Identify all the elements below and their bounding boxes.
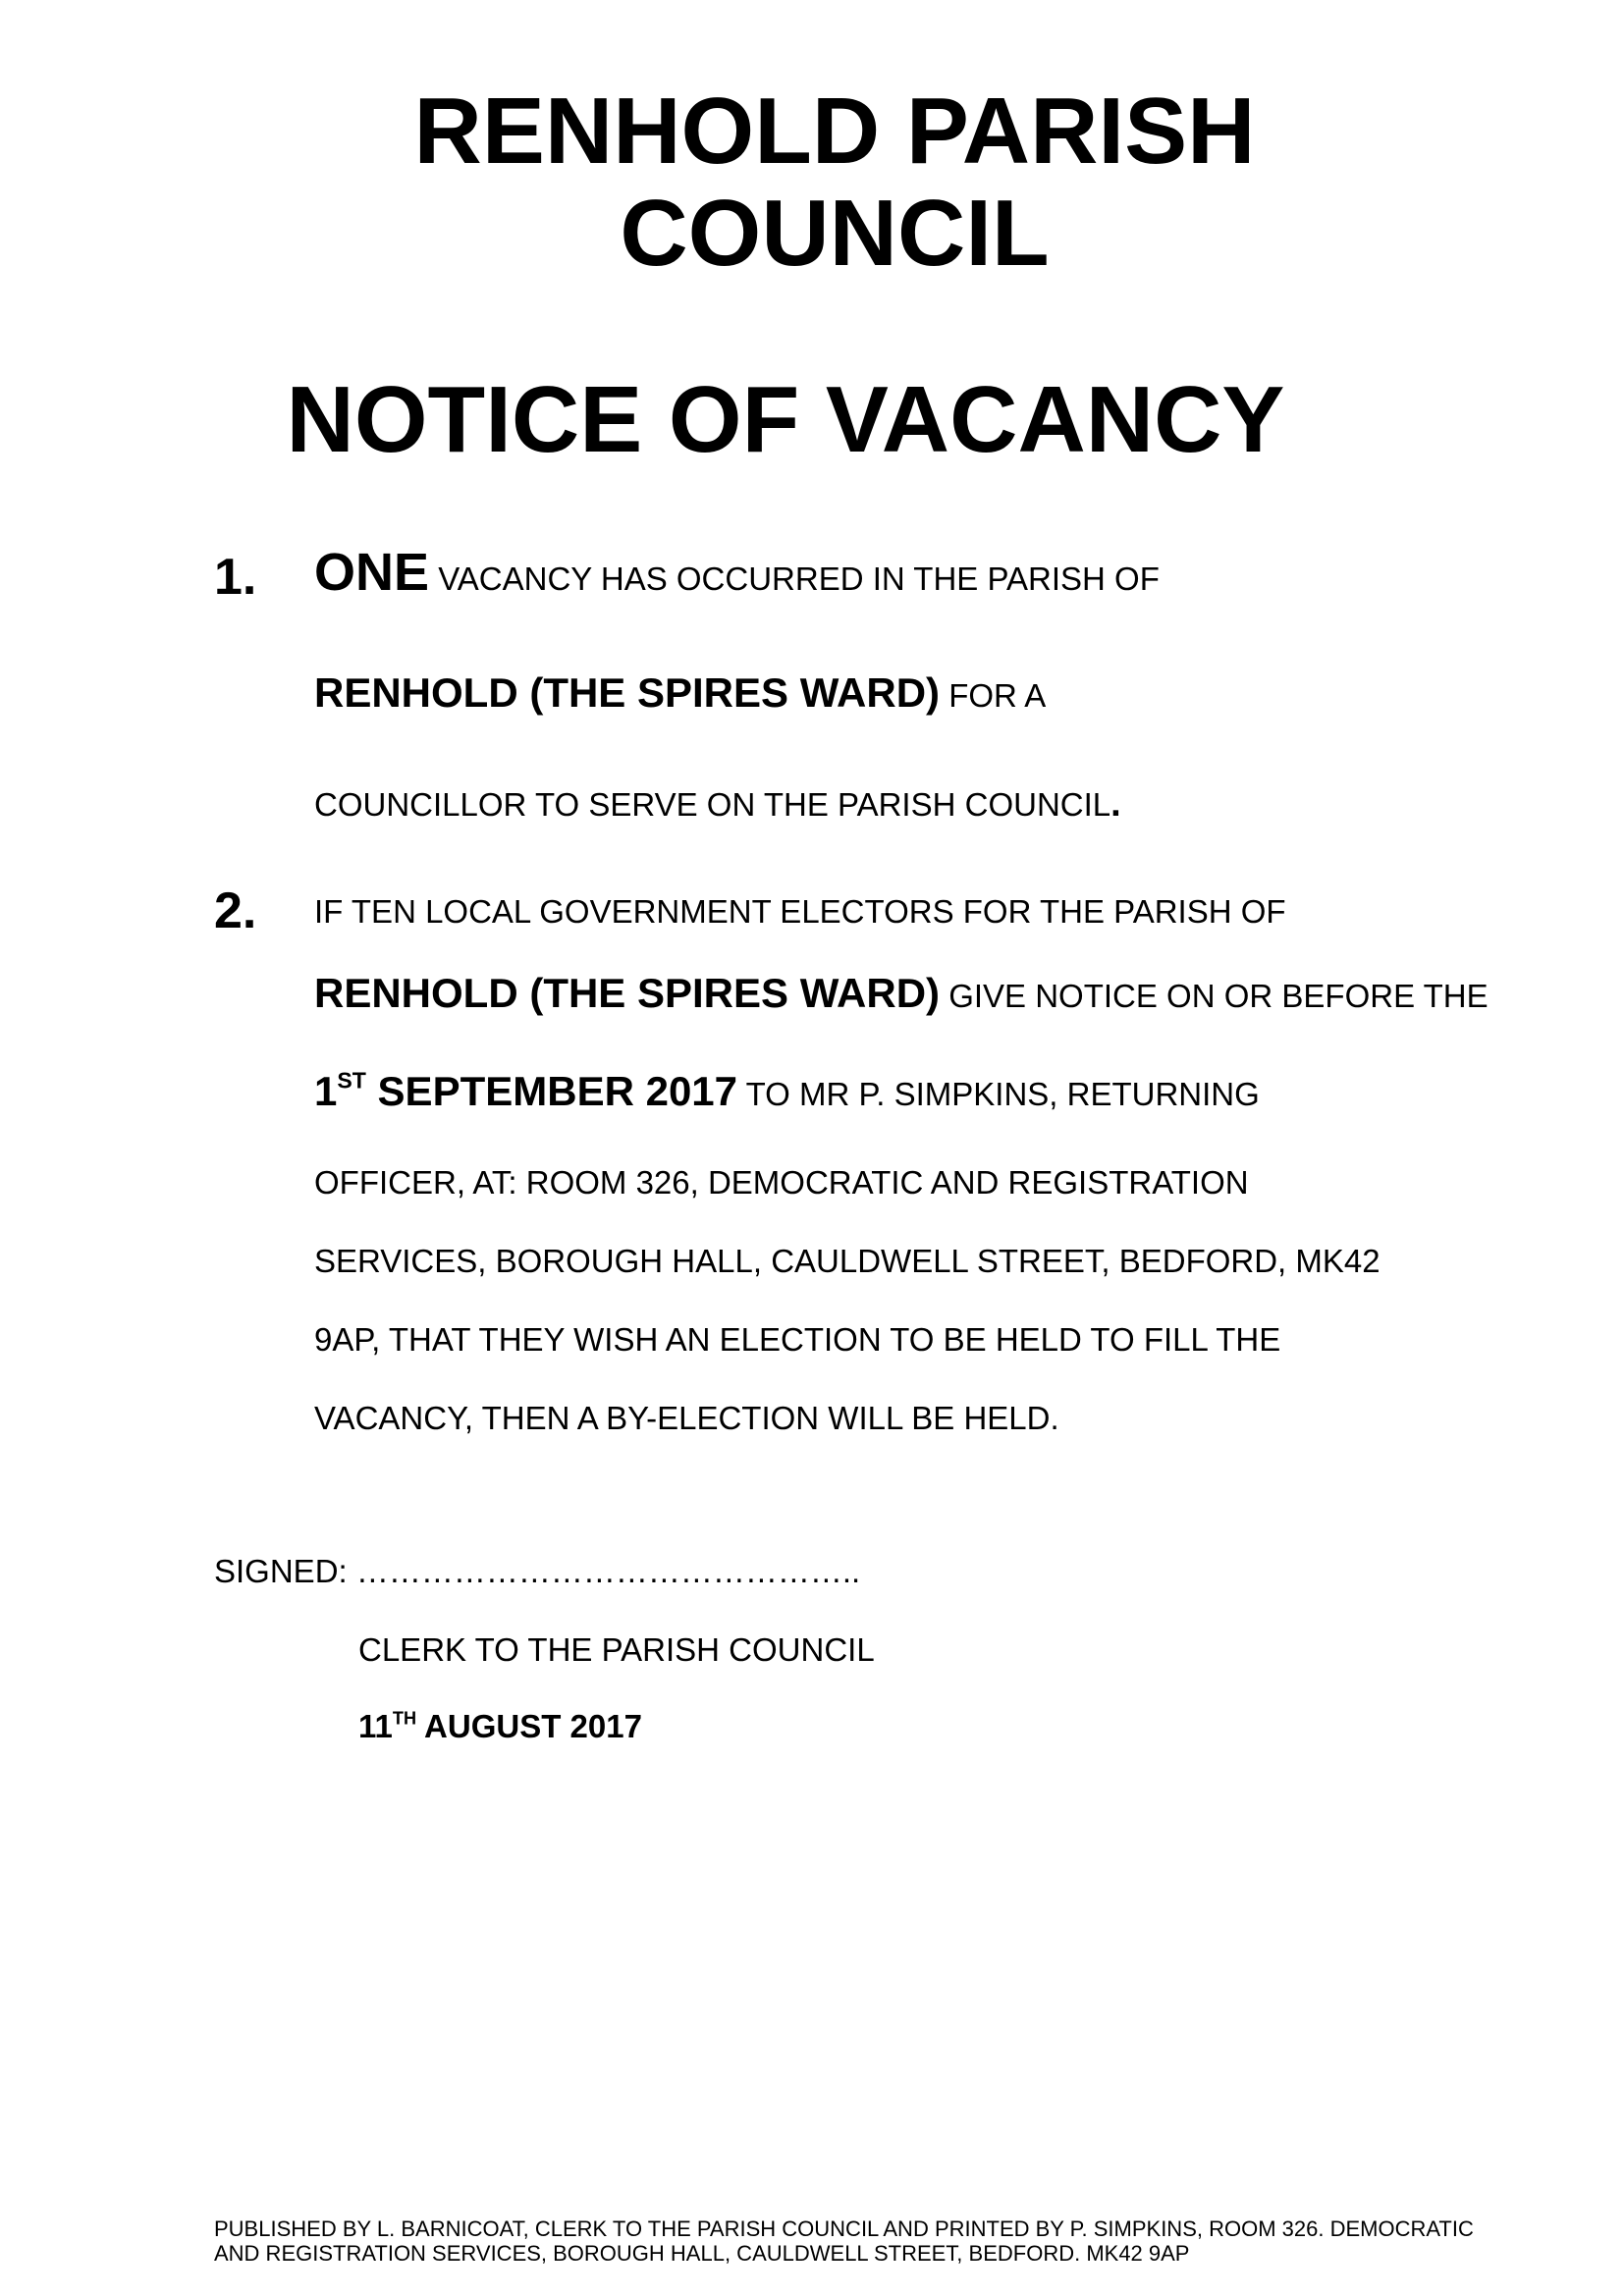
item-2-line-3	[314, 1068, 1260, 1115]
deadline-month-year: SEPTEMBER 2017	[377, 1068, 738, 1114]
item-1-line-3-period: .	[1110, 783, 1121, 825]
signed-label: SIGNED:	[214, 1553, 348, 1589]
footer-line-2: AND REGISTRATION SERVICES, BOROUGH HALL, CAULDWELL STREET, BEDFORD. MK42 9AP	[214, 2241, 1190, 2266]
signed-line	[214, 1553, 860, 1590]
item-2-line-6: 9AP, THAT THEY WISH AN ELECTION TO BE HELD TO FILL THE	[314, 1321, 1281, 1358]
item-2-line-2-text: GIVE NOTICE ON OR BEFORE THE	[948, 978, 1489, 1014]
publisher-footer	[214, 2216, 1474, 2266]
item-1-line-1-text: VACANCY HAS OCCURRED IN THE PARISH OF	[438, 561, 1160, 597]
item-1-line-2-text: FOR A	[948, 677, 1047, 714]
item-1-line-3	[314, 783, 1121, 826]
council-title-line1: RENHOLD PARISH	[413, 79, 1256, 184]
item-2-number: 2.	[214, 882, 257, 939]
item-1-line-3-text: COUNCILLOR TO SERVE ON THE PARISH COUNCIL	[314, 786, 1111, 823]
signature-dots: ………………………………………..	[355, 1553, 861, 1589]
signed-month-year: AUGUST 2017	[424, 1708, 642, 1744]
signed-date	[358, 1708, 642, 1745]
item-2-line-4: OFFICER, AT: ROOM 326, DEMOCRATIC AND REGISTRATION	[314, 1164, 1249, 1201]
clerk-role: CLERK TO THE PARISH COUNCIL	[358, 1631, 875, 1668]
item-2-line-5: SERVICES, BOROUGH HALL, CAULDWELL STREET, BEDFORD, MK42	[314, 1243, 1380, 1279]
item-1-line-2	[314, 669, 1046, 717]
vacancy-count: ONE	[314, 543, 430, 602]
item-1-line-1	[314, 542, 1160, 603]
ward-name: RENHOLD (THE SPIRES WARD)	[314, 970, 941, 1016]
item-2-line-1: IF TEN LOCAL GOVERNMENT ELECTORS FOR THE PARISH OF	[314, 893, 1286, 930]
deadline-date	[314, 1068, 737, 1114]
notice-title: NOTICE OF VACANCY	[286, 367, 1285, 472]
signed-day-suffix: TH	[392, 1708, 417, 1729]
council-title-line2: COUNCIL	[620, 181, 1050, 286]
deadline-day-suffix: ST	[337, 1067, 366, 1094]
footer-line-1: PUBLISHED BY L. BARNICOAT, CLERK TO THE PARISH COUNCIL AND PRINTED BY P. SIMPKINS, ROOM 326. DEMOCRATIC	[214, 2216, 1474, 2241]
item-2-line-3-text: TO MR P. SIMPKINS, RETURNING	[745, 1076, 1260, 1112]
item-2-line-7: VACANCY, THEN A BY-ELECTION WILL BE HELD.	[314, 1400, 1059, 1436]
ward-name: RENHOLD (THE SPIRES WARD)	[314, 669, 941, 716]
deadline-day: 1	[314, 1068, 338, 1114]
item-2-line-2	[314, 970, 1489, 1017]
signed-day: 11	[358, 1708, 393, 1744]
item-1-number: 1.	[214, 549, 257, 606]
